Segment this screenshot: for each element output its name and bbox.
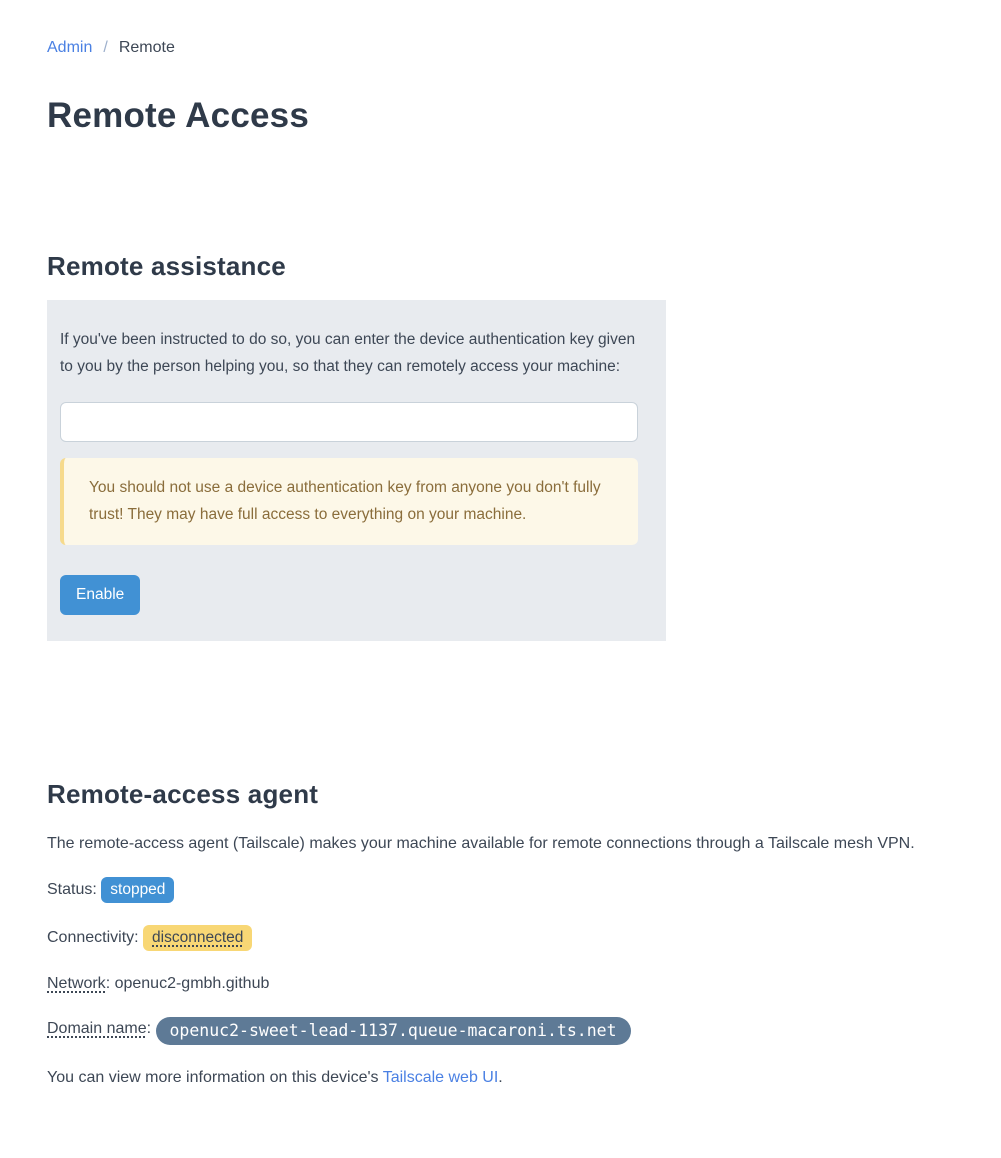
breadcrumb-separator: / bbox=[103, 39, 108, 56]
more-info-suffix: . bbox=[498, 1069, 503, 1086]
domain-line bbox=[47, 1017, 954, 1045]
connectivity-value: disconnected bbox=[152, 929, 244, 946]
agent-description: The remote-access agent (Tailscale) makes your machine available for remote connections through a Tailscale mesh VPN. bbox=[47, 835, 915, 852]
network-colon: : bbox=[105, 975, 115, 992]
status-label: Status: bbox=[47, 881, 97, 898]
warning-alert bbox=[60, 458, 638, 545]
breadcrumb-link-admin[interactable]: Admin bbox=[47, 39, 93, 56]
remote-assistance-section bbox=[47, 250, 954, 641]
assistance-intro-text: If you've been instructed to do so, you can enter the device authentication key given to you by the person helping you, so that they can remotely access your machine: bbox=[60, 331, 636, 375]
connectivity-label: Connectivity: bbox=[47, 929, 139, 946]
domain-colon: : bbox=[146, 1020, 156, 1037]
network-label: Network bbox=[47, 975, 106, 992]
domain-label: Domain name bbox=[47, 1020, 147, 1037]
remote-assistance-heading: Remote assistance bbox=[47, 251, 286, 281]
remote-agent-section bbox=[47, 778, 954, 1089]
enable-button[interactable]: Enable bbox=[60, 575, 140, 615]
status-badge: stopped bbox=[101, 877, 174, 903]
connectivity-badge bbox=[143, 925, 252, 951]
remote-agent-heading: Remote-access agent bbox=[47, 779, 319, 809]
domain-pill: openuc2-sweet-lead-1137.queue-macaroni.ts.net bbox=[156, 1017, 631, 1045]
more-info-prefix: You can view more information on this device's bbox=[47, 1069, 383, 1086]
more-info-line bbox=[47, 1067, 954, 1089]
remote-assistance-card bbox=[47, 300, 666, 641]
page-title: Remote Access bbox=[47, 96, 309, 135]
breadcrumb-current-remote: Remote bbox=[118, 39, 175, 56]
network-value: openuc2-gmbh.github bbox=[114, 975, 270, 992]
tailscale-web-ui-link[interactable]: Tailscale web UI bbox=[382, 1069, 499, 1086]
auth-key-input[interactable] bbox=[60, 402, 638, 442]
network-line bbox=[47, 973, 954, 995]
warning-text: You should not use a device authentication key from anyone you don't fully trust! They may have full access to everything on your machine. bbox=[89, 479, 601, 523]
status-line bbox=[47, 877, 954, 903]
breadcrumb bbox=[47, 37, 954, 59]
connectivity-line bbox=[47, 925, 954, 951]
